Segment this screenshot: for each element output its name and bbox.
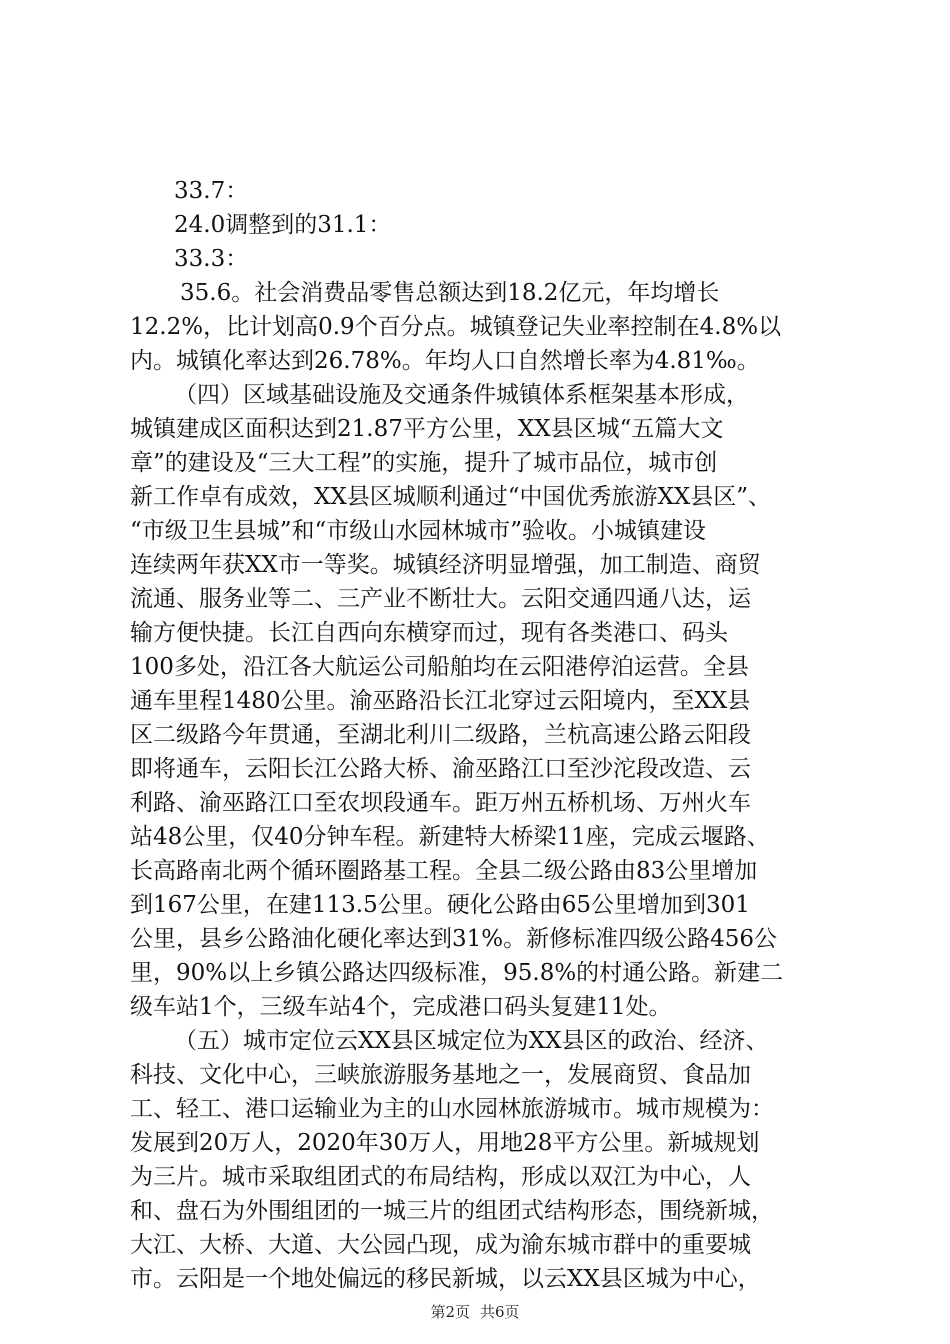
page-total: 共6页: [480, 1303, 520, 1321]
text-line: 12.2%，比计划高0.9个百分点。城镇登记失业率控制在4.8%以: [130, 314, 782, 340]
text-line: （四）区域基础设施及交通条件城镇体系框架基本形成，: [174, 382, 749, 408]
text-line: 即将通车，云阳长江公路大桥、渝巫路江口至沙沱段改造、云: [130, 756, 751, 782]
text-line: 发展到20万人，2020年30万人，用地28平方公里。新城规划: [130, 1130, 760, 1156]
text-line: 内。城镇化率达到26.78%。年均人口自然增长率为4.81‰。: [130, 348, 760, 374]
document-body: [130, 174, 830, 1296]
page-number: 第2页: [430, 1303, 470, 1321]
page-footer: [0, 1302, 950, 1322]
text-line: 里，90%以上乡镇公路达四级标准，95.8%的村通公路。新建二: [130, 960, 784, 986]
text-line: 连续两年获XX市一等奖。城镇经济明显增强，加工制造、商贸: [130, 552, 761, 578]
text-line: 站48公里，仅40分钟车程。新建特大桥梁11座，完成云堰路、: [130, 824, 770, 850]
text-line: 公里，县乡公路油化硬化率达到31%。新修标准四级公路456公: [130, 926, 778, 952]
text-line: “市级卫生县城”和“市级山水园林城市”验收。小城镇建设: [130, 518, 707, 544]
text-line: 输方便快捷。长江自西向东横穿而过，现有各类港口、码头: [130, 620, 728, 646]
text-line: 利路、渝巫路江口至农坝段通车。距万州五桥机场、万州火车: [130, 790, 751, 816]
text-line: 100多处，沿江各大航运公司船舶均在云阳港停泊运营。全县: [130, 654, 749, 680]
text-line: 到167公里，在建113.5公里。硬化公路由65公里增加到301: [130, 892, 750, 918]
text-line: （五）城市定位云XX县区城定位为XX县区的政治、经济、: [174, 1028, 769, 1054]
text-line: 大江、大桥、大道、大公园凸现，成为渝东城市群中的重要城: [130, 1232, 751, 1258]
text-line: 长高路南北两个循环圈路基工程。全县二级公路由83公里增加: [130, 858, 758, 884]
text-line: 33.7：: [174, 178, 249, 204]
text-line: 24.0调整到的31.1：: [174, 212, 392, 238]
text-line: 新工作卓有成效，XX县区城顺利通过“中国优秀旅游XX县区”、: [130, 484, 772, 510]
text-line: 城镇建成区面积达到21.87平方公里，XX县区城“五篇大文: [130, 416, 724, 442]
text-line: 市。云阳是一个地处偏远的移民新城，以云XX县区城为中心，: [130, 1266, 761, 1292]
text-line: 工、轻工、港口运输业为主的山水园林旅游城市。城市规模为：: [130, 1096, 774, 1122]
text-line: 章”的建设及“三大工程”的实施，提升了城市品位，城市创: [130, 450, 718, 476]
text-line: 科技、文化中心，三峡旅游服务基地之一，发展商贸、食品加: [130, 1062, 751, 1088]
text-line: 和、盘石为外围组团的一城三片的组团式结构形态，围绕新城，: [130, 1198, 774, 1224]
text-line: 区二级路今年贯通，至湖北利川二级路，兰杭高速公路云阳段: [130, 722, 751, 748]
text-line: 级车站1个，三级车站4个，完成港口码头复建11处。: [130, 994, 672, 1020]
text-line: 35.6。社会消费品零售总额达到18.2亿元，年均增长: [180, 280, 720, 306]
text-line: 33.3：: [174, 246, 249, 272]
text-line: 通车里程1480公里。渝巫路沿长江北穿过云阳境内，至XX县: [130, 688, 751, 714]
text-line: 为三片。城市采取组团式的布局结构，形成以双江为中心，人: [130, 1164, 751, 1190]
text-line: 流通、服务业等二、三产业不断壮大。云阳交通四通八达，运: [130, 586, 751, 612]
